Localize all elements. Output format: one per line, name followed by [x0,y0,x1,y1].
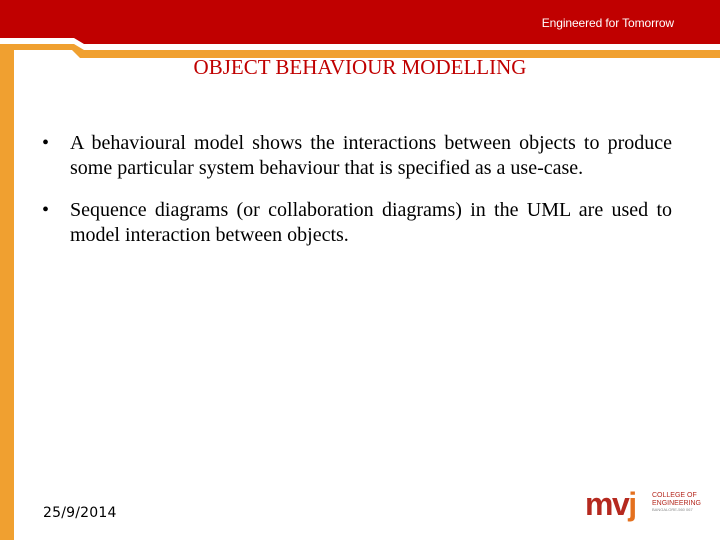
bullet-text: Sequence diagrams (or collaboration diagrams) in the UML are used to model interaction between objects. [70,199,672,246]
bullet-item [42,131,672,180]
bullet-marker: • [42,132,50,154]
bullet-marker: • [42,199,50,221]
header-tagline: Engineered for Tomorrow [541,16,674,30]
college-logo [585,486,701,526]
logo-caption [652,492,701,512]
logo-caption-line2: ENGINEERING [652,499,702,507]
logo-caption-line1: COLLEGE OF [652,492,697,499]
slide-title: OBJECT BEHAVIOUR MODELLING [193,55,527,79]
bullet-text: A behavioural model shows the interactions between objects to produce some particular system behaviour that is specified as a use-case. [70,132,672,179]
bullet-item [42,198,672,247]
slide-date: 25/9/2014 [43,505,117,521]
logo-mark-j: j [628,486,636,522]
bullet-list [42,131,672,265]
logo-caption-line3: BANGALORE-560 067 [652,507,693,512]
logo-mark-mv: mv [585,486,629,522]
orange-accent-band [0,44,720,540]
logo-mark [585,486,636,522]
